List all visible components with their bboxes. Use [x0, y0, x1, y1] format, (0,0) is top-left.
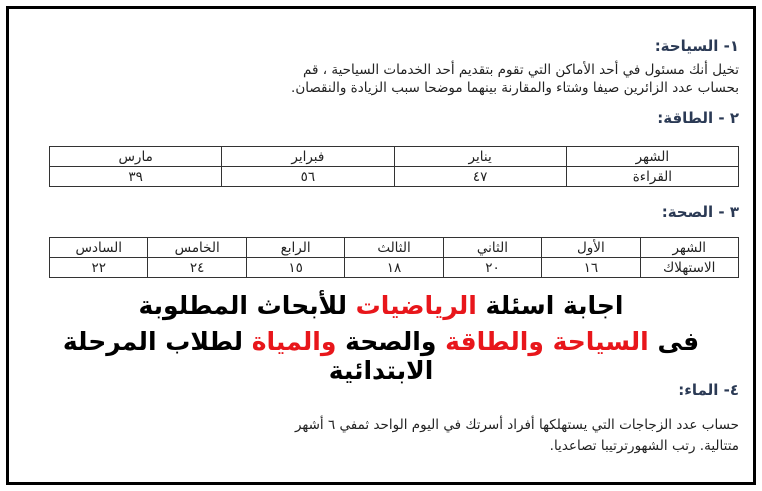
- tourism-line-2: بحساب عدد الزائرين صيفا وشتاء والمقارنة بينهما موضحا سبب الزيادة والنقصان.: [291, 80, 739, 96]
- health-row-label: الاستهلاك: [640, 258, 738, 278]
- health-header-label: الشهر: [640, 238, 738, 258]
- banner-line1-segment: الرياضيات: [355, 291, 477, 320]
- energy-heading: ٢ - الطاقة:: [657, 109, 739, 127]
- banner-line1-segment: للأبحاث المطلوبة: [138, 291, 356, 320]
- health-value: ٢٢: [50, 258, 148, 278]
- health-value-row: [50, 258, 739, 278]
- energy-header-row: [50, 147, 739, 167]
- water-line-2: متتالية. رتب الشهورترتيبا تصاعديا.: [549, 438, 739, 454]
- health-month: السادس: [50, 238, 148, 258]
- tourism-line-1: تخيل أنك مسئول في أحد الأماكن التي تقوم بتقديم أحد الخدمات السياحية ، قم: [302, 62, 739, 78]
- energy-month: فبراير: [222, 147, 394, 167]
- energy-month: يناير: [394, 147, 566, 167]
- health-month: الخامس: [148, 238, 246, 258]
- health-header-row: [50, 238, 739, 258]
- health-value: ٢٤: [148, 258, 246, 278]
- banner-line2-segment: السياحة: [552, 327, 649, 356]
- health-month: الأول: [542, 238, 640, 258]
- health-heading: ٣ - الصحة:: [661, 203, 739, 221]
- water-heading: ٤- الماء:: [678, 381, 739, 399]
- banner-line1-segment: اسئلة: [476, 291, 555, 320]
- banner-line2-segment: والصحة: [336, 327, 446, 356]
- banner-line2-segment: والمياة: [251, 327, 337, 356]
- energy-value: ٣٩: [50, 167, 222, 187]
- banner-line2-segment: فى: [648, 327, 700, 356]
- banner-line1-segment: اجابة: [554, 291, 624, 320]
- energy-month: مارس: [50, 147, 222, 167]
- health-value: ١٨: [345, 258, 443, 278]
- energy-header-label: الشهر: [566, 147, 738, 167]
- health-value: ٢٠: [443, 258, 541, 278]
- health-month: الرابع: [246, 238, 344, 258]
- banner-title-line-1: [9, 291, 753, 320]
- energy-value-row: [50, 167, 739, 187]
- health-value: ١٥: [246, 258, 344, 278]
- document-frame: [6, 6, 756, 485]
- banner-line2-segment: لطلاب المرحلة الابتدائية: [62, 327, 434, 385]
- energy-row-label: القراءة: [566, 167, 738, 187]
- energy-value: ٥٦: [222, 167, 394, 187]
- health-table: [49, 237, 739, 278]
- health-month: الثالث: [345, 238, 443, 258]
- health-month: الثاني: [443, 238, 541, 258]
- water-line-1: حساب عدد الزجاجات التي يستهلكها أفراد أسرتك في اليوم الواحد ثمفي ٦ أشهر: [294, 417, 739, 433]
- tourism-heading: ١- السياحة:: [654, 37, 739, 55]
- energy-value: ٤٧: [394, 167, 566, 187]
- energy-table: [49, 146, 739, 187]
- banner-line2-segment: والطاقة: [445, 327, 553, 356]
- banner-title-line-2: [9, 327, 753, 385]
- health-value: ١٦: [542, 258, 640, 278]
